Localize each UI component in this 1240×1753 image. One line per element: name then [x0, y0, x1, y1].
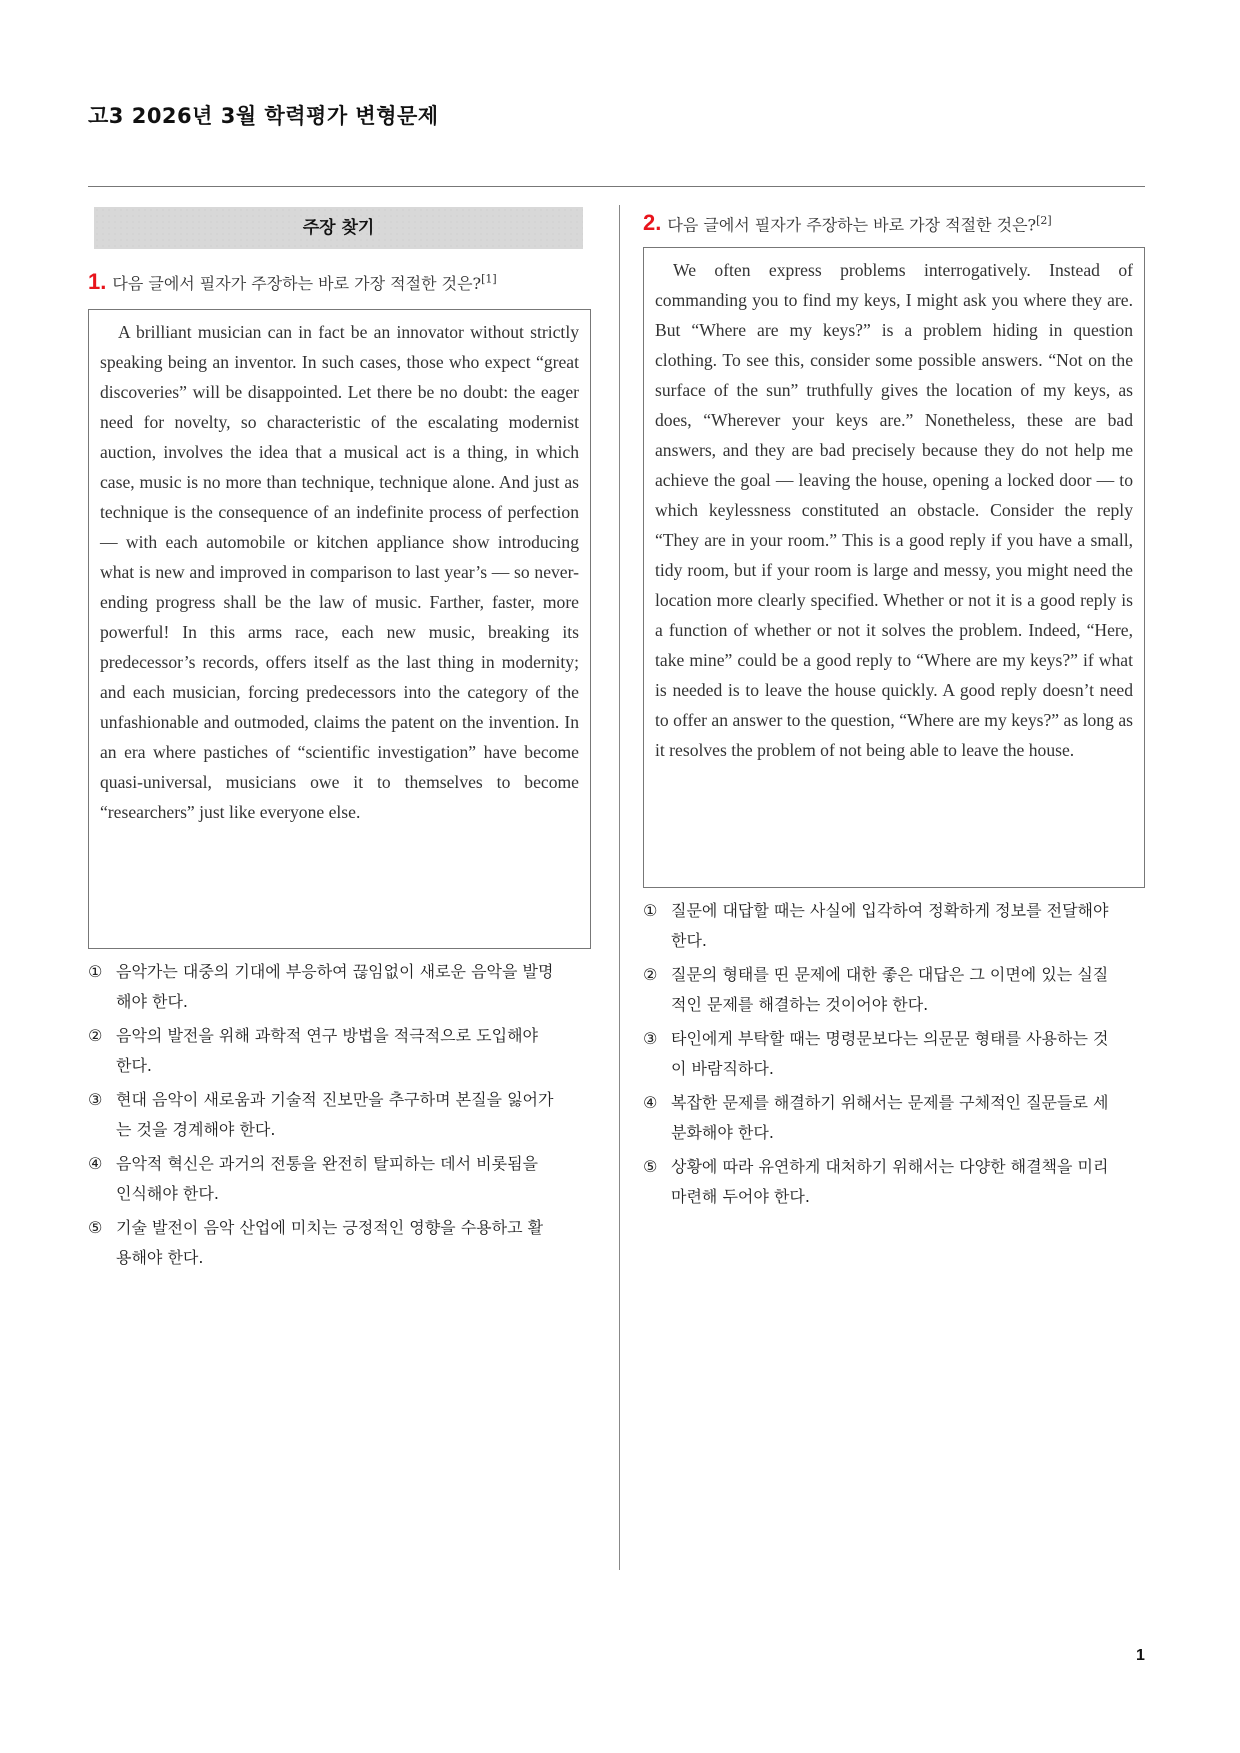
option-text: 기술 발전이 음악 산업에 미치는 긍정적인 영향을 수용하고 활용해야 한다. — [116, 1218, 544, 1267]
option-marker: ① — [643, 901, 658, 920]
answer-option-1[interactable] — [88, 957, 591, 1017]
option-marker: ② — [643, 965, 658, 984]
answer-option-1[interactable] — [643, 896, 1145, 956]
option-marker: ① — [88, 962, 103, 981]
answer-option-5[interactable] — [88, 1213, 591, 1273]
answer-option-2[interactable] — [88, 1021, 591, 1081]
question-reference: [1] — [481, 272, 497, 286]
option-marker: ④ — [643, 1093, 658, 1112]
option-marker: ③ — [643, 1029, 658, 1048]
answer-option-4[interactable] — [643, 1088, 1145, 1148]
column-divider — [619, 205, 620, 1570]
question-number: 1. — [88, 269, 107, 294]
option-text: 현대 음악이 새로움과 기술적 진보만을 추구하며 본질을 잃어가는 것을 경계해야 한다. — [116, 1090, 554, 1139]
question-prompt: 다음 글에서 필자가 주장하는 바로 가장 적절한 것은? — [112, 274, 482, 293]
option-text: 타인에게 부탁할 때는 명령문보다는 의문문 형태를 사용하는 것이 바람직하다. — [671, 1029, 1109, 1078]
option-marker: ④ — [88, 1154, 103, 1173]
question-1-options — [88, 957, 591, 1273]
section-header: 주장 찾기 — [94, 207, 583, 249]
document-title: 고3 2026년 3월 학력평가 변형문제 — [88, 104, 439, 128]
right-column — [643, 207, 1145, 1216]
answer-option-3[interactable] — [643, 1024, 1145, 1084]
option-text: 질문에 대답할 때는 사실에 입각하여 정확하게 정보를 전달해야 한다. — [671, 901, 1109, 950]
option-text: 상황에 따라 유연하게 대처하기 위해서는 다양한 해결책을 미리 마련해 두어야 한다. — [671, 1157, 1109, 1206]
option-text: 질문의 형태를 띤 문제에 대한 좋은 대답은 그 이면에 있는 실질적인 문제를 해결하는 것이어야 한다. — [671, 965, 1109, 1014]
question-2-title — [643, 207, 1145, 247]
option-marker: ⑤ — [643, 1157, 658, 1176]
left-column — [88, 207, 591, 1277]
answer-option-3[interactable] — [88, 1085, 591, 1145]
question-number: 2. — [643, 210, 662, 236]
question-1-title — [88, 269, 591, 301]
option-marker: ② — [88, 1026, 103, 1045]
answer-option-2[interactable] — [643, 960, 1145, 1020]
page-number: 1 — [1136, 1647, 1145, 1664]
option-text: 음악의 발전을 위해 과학적 연구 방법을 적극적으로 도입해야 한다. — [116, 1026, 539, 1075]
option-marker: ③ — [88, 1090, 103, 1109]
option-text: 음악적 혁신은 과거의 전통을 완전히 탈피하는 데서 비롯됨을 인식해야 한다. — [116, 1154, 539, 1203]
question-1-passage: A brilliant musician can in fact be an innovator without strictly speaking being an inventor. In such cases, those who expect “great discoveries” will be disappointed. Let there be no doubt: the eager need for novelty, so characteristic of the escalating modernist auction, involves the idea that a musical act is a thing, in which case, music is no more than technique, technique alone. And just as technique is the consequence of an indefinite process of perfection — with each automobile or kitchen appliance show introducing what is new and improved in comparison to last year’s — so never-ending progress shall be the law of music. Farther, faster, more powerful! In this arms race, each new music, breaking its predecessor’s records, offers itself as the last thing in modernity; and each musician, forcing predecessors into the category of the unfashionable and outmoded, claims the patent on the invention. In an era where pastiches of “scientific investigation” have become quasi-universal, musicians owe it to themselves to become “researchers” just like everyone else. — [88, 309, 591, 949]
question-reference: [2] — [1036, 214, 1052, 227]
question-prompt: 다음 글에서 필자가 주장하는 바로 가장 적절한 것은? — [667, 215, 1037, 235]
answer-option-4[interactable] — [88, 1149, 591, 1209]
question-2-options — [643, 896, 1145, 1212]
answer-option-5[interactable] — [643, 1152, 1145, 1212]
question-2-passage: We often express problems interrogatively. Instead of commanding you to find my keys, I might ask you where they are. But “Where are my keys?” is a problem hiding in question clothing. To see this, consider some possible answers. “Not on the surface of the sun” truthfully gives the location of my keys, as does, “Wherever your keys are.” Nonetheless, these are bad answers, and they are bad precisely because they do not help me achieve the goal — leaving the house, opening a locked door — to which keylessness constituted an obstacle. Consider the reply “They are in your room.” This is a good reply if you have a small, tidy room, but if your room is large and messy, you might need the location more clearly specified. Whether or not it is a good reply is a function of whether or not it solves the problem. Indeed, “Here, take mine” could be a good reply to “Where are my keys?” if what is needed is to leave the house quickly. A good reply doesn’t need to offer an answer to the question, “Where are my keys?” as long as it resolves the problem of not being able to leave the house. — [643, 247, 1145, 888]
option-marker: ⑤ — [88, 1218, 103, 1237]
header-divider — [88, 186, 1145, 187]
option-text: 복잡한 문제를 해결하기 위해서는 문제를 구체적인 질문들로 세분화해야 한다. — [671, 1093, 1109, 1142]
option-text: 음악가는 대중의 기대에 부응하여 끊임없이 새로운 음악을 발명해야 한다. — [116, 962, 554, 1011]
